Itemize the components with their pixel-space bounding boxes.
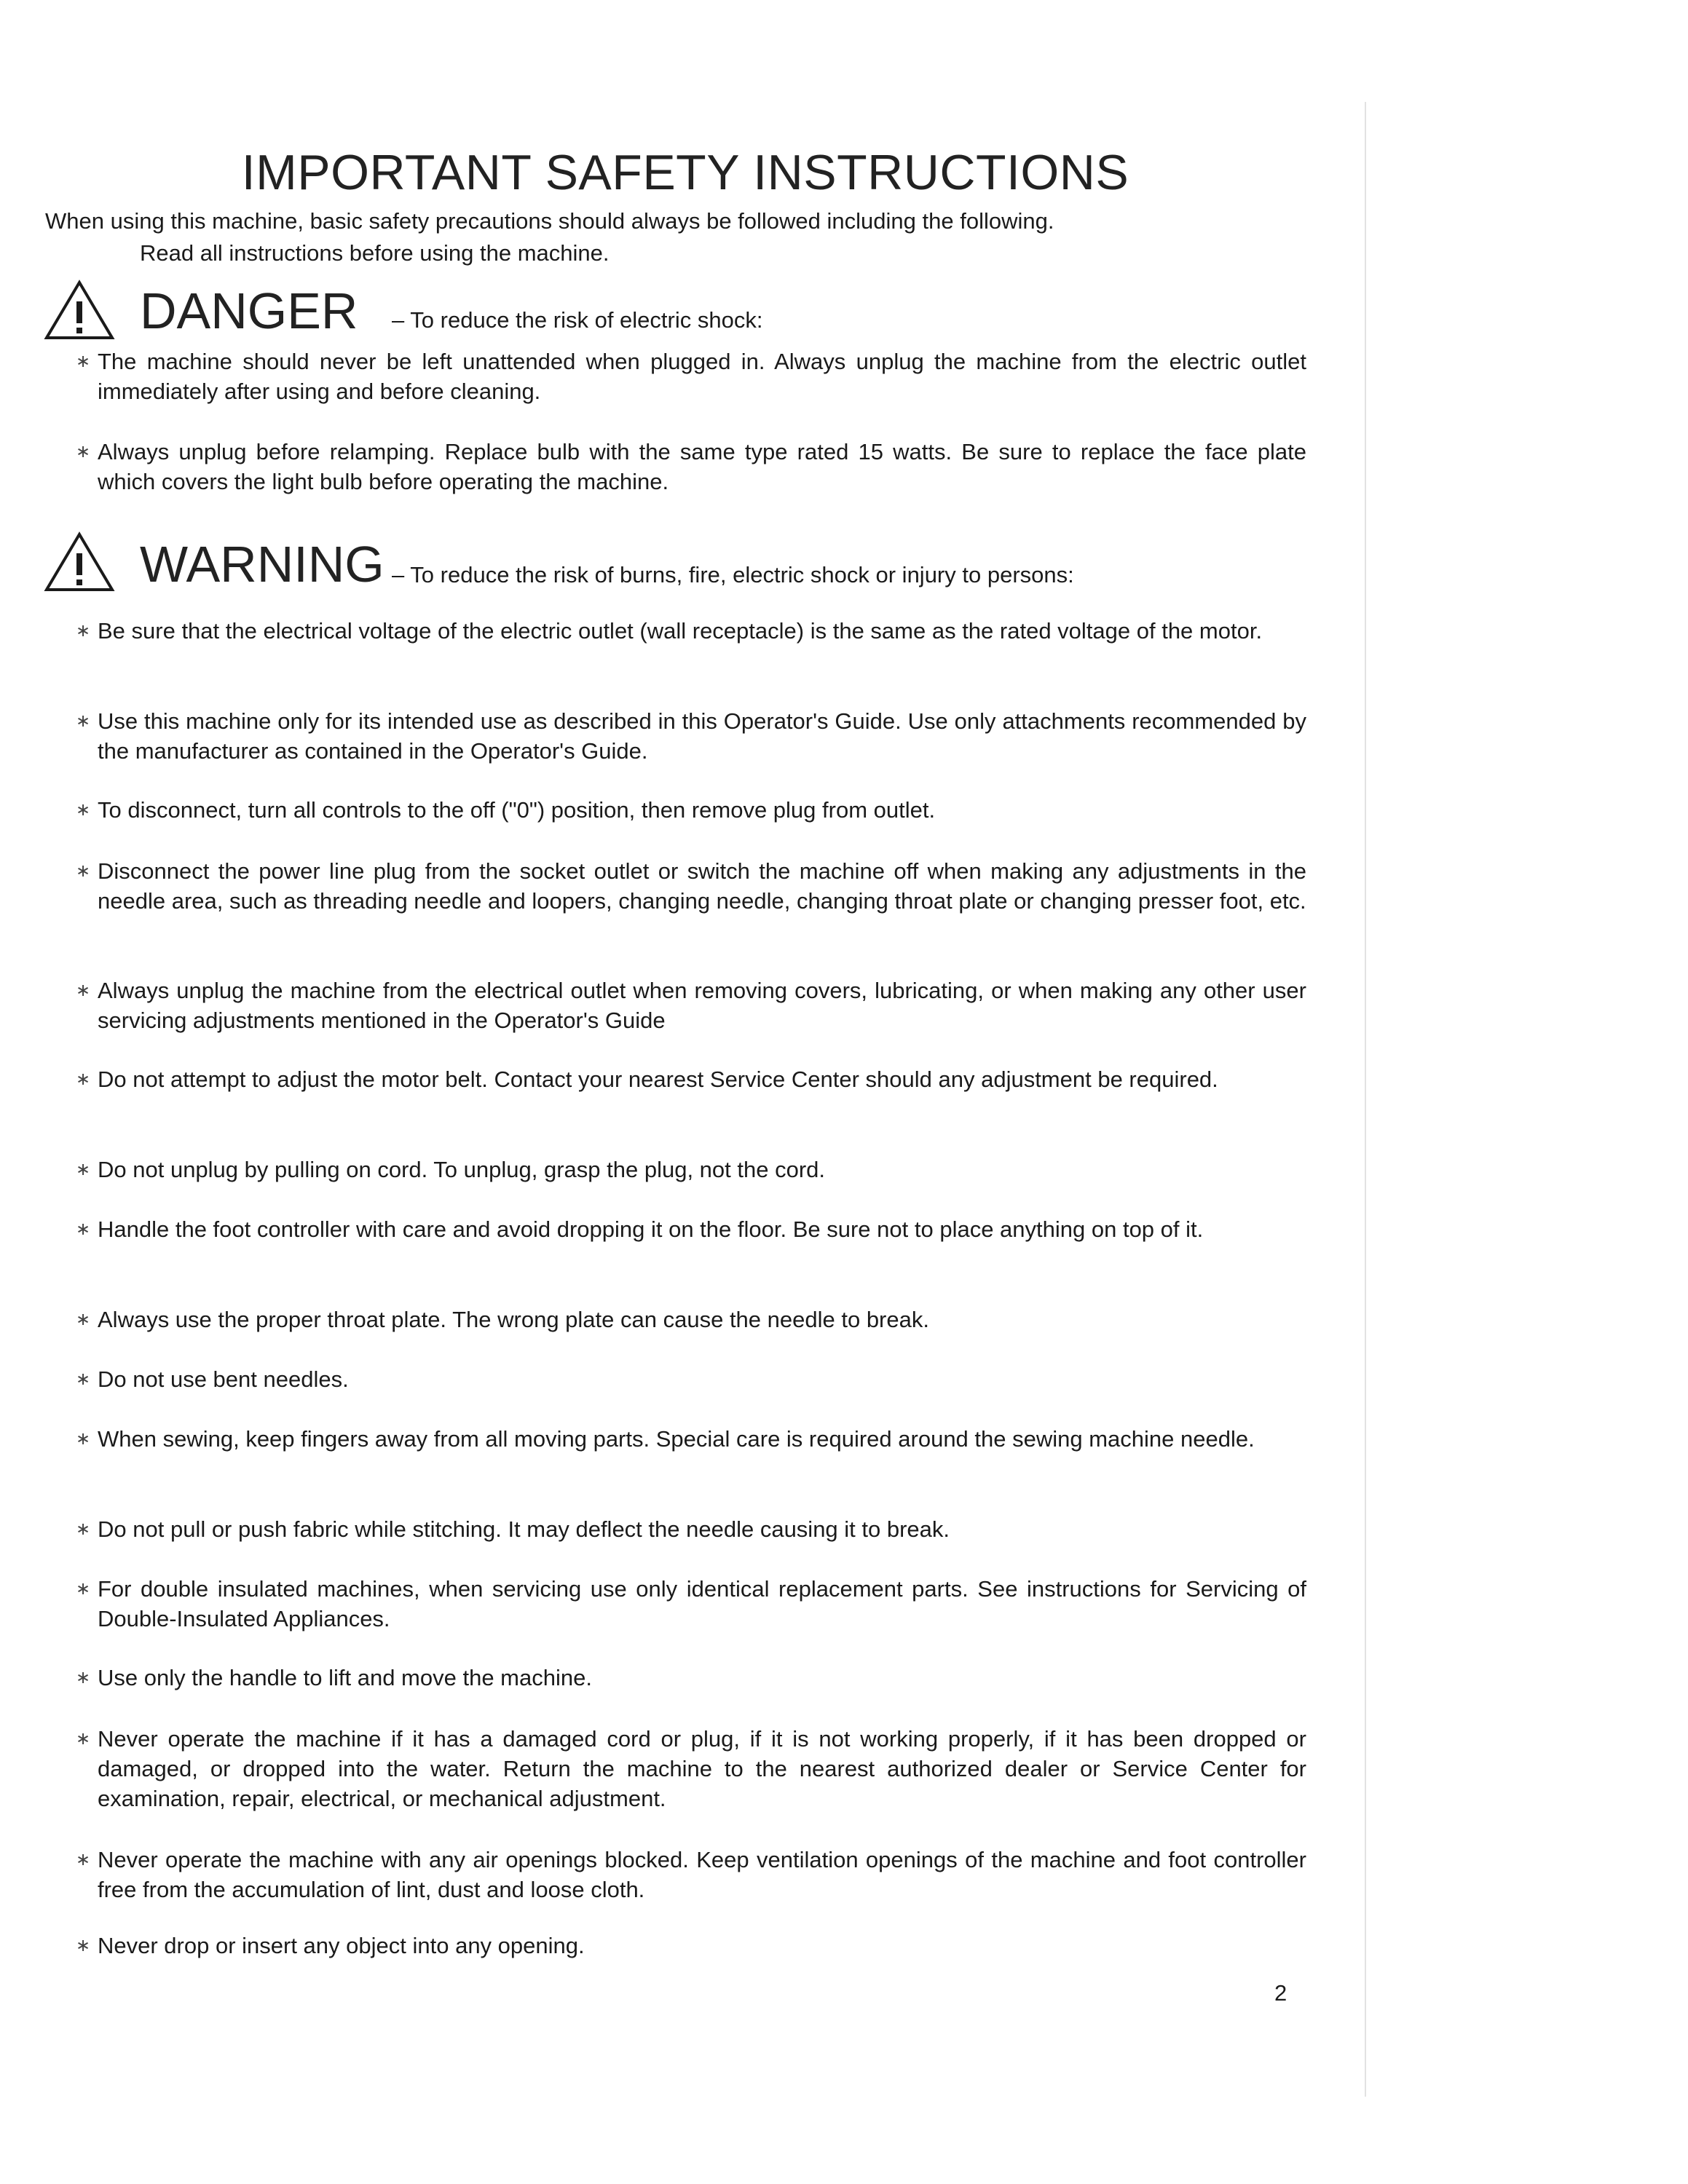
bullet-icon: ∗	[76, 442, 91, 462]
warning-item	[76, 706, 1306, 766]
danger-item	[76, 347, 1306, 406]
item-text: Disconnect the power line plug from the socket outlet or switch the machine off when making any adjustments in the needle area, such as threading needle and loopers, changing needle, changing throat plate or changing presser foot, etc.	[98, 858, 1306, 914]
warning-item	[76, 1155, 1306, 1184]
bullet-icon: ∗	[76, 1219, 91, 1239]
bullet-icon: ∗	[76, 800, 91, 820]
warning-item	[76, 1364, 1306, 1394]
item-text: Do not attempt to adjust the motor belt. Contact your nearest Service Center should any adjustment be required.	[98, 1067, 1218, 1092]
warning-item	[76, 1724, 1306, 1813]
warning-item	[76, 1931, 1306, 1961]
warning-item	[76, 976, 1306, 1035]
warning-item	[76, 1514, 1306, 1544]
bullet-icon: ∗	[76, 1729, 91, 1749]
warning-item	[76, 1424, 1306, 1454]
bullet-icon: ∗	[76, 352, 91, 371]
bullet-icon: ∗	[76, 1069, 91, 1089]
intro-text: When using this machine, basic safety precautions should always be followed including the following.	[45, 208, 1054, 234]
bullet-icon: ∗	[76, 621, 91, 641]
warning-item	[76, 1214, 1306, 1244]
bullet-icon: ∗	[76, 981, 91, 1000]
warning-item	[76, 1064, 1306, 1094]
item-text: Do not use bent needles.	[98, 1366, 349, 1392]
bullet-icon: ∗	[76, 861, 91, 881]
warning-triangle-icon	[44, 531, 115, 593]
item-text: For double insulated machines, when servicing use only identical replacement parts. See instructions for Servicing of Double-Insulated Appliances.	[98, 1576, 1306, 1631]
danger-item	[76, 437, 1306, 496]
item-text: Use only the handle to lift and move the machine.	[98, 1665, 592, 1690]
warning-item	[76, 1305, 1306, 1334]
bullet-icon: ∗	[76, 1668, 91, 1688]
warning-item	[76, 616, 1306, 646]
warning-item	[76, 856, 1306, 916]
item-text: Handle the foot controller with care and avoid dropping it on the floor. Be sure not to place anything on top of it.	[98, 1216, 1204, 1242]
page-number: 2	[1274, 1980, 1287, 2006]
warning-item	[76, 1663, 1306, 1693]
item-text: To disconnect, turn all controls to the off ("0") position, then remove plug from outlet.	[98, 797, 936, 823]
item-text: Do not unplug by pulling on cord. To unplug, grasp the plug, not the cord.	[98, 1157, 826, 1182]
item-text: Always use the proper throat plate. The wrong plate can cause the needle to break.	[98, 1307, 929, 1332]
item-text: Be sure that the electrical voltage of the electric outlet (wall receptacle) is the same as the rated voltage of the motor.	[98, 618, 1263, 644]
intro-text-secondary: Read all instructions before using the machine.	[140, 240, 610, 266]
item-text: Never operate the machine if it has a damaged cord or plug, if it is not working properly, if it has been dropped or damaged, or dropped into the water. Return the machine to the nearest authorized dealer or Service Center for examination, repair, electrical, or mechanical adjustment.	[98, 1726, 1306, 1811]
warning-item	[76, 795, 1306, 825]
bullet-icon: ∗	[76, 711, 91, 731]
warning-triangle-icon	[44, 280, 115, 341]
item-text: Use this machine only for its intended use as described in this Operator's Guide. Use only attachments recommended by the manufacturer as contained in the Operator's Guide.	[98, 708, 1306, 764]
bullet-icon: ∗	[76, 1160, 91, 1179]
item-text: Do not pull or push fabric while stitching. It may deflect the needle causing it to break.	[98, 1516, 950, 1542]
page-title: IMPORTANT SAFETY INSTRUCTIONS	[241, 145, 1129, 200]
bullet-icon: ∗	[76, 1850, 91, 1870]
item-text: Always unplug before relamping. Replace bulb with the same type rated 15 watts. Be sure to replace the face plate which covers the light bulb before operating the machine.	[98, 439, 1306, 494]
item-text: Never operate the machine with any air openings blocked. Keep ventilation openings of the machine and foot controller free from the accumulation of lint, dust and loose cloth.	[98, 1847, 1306, 1902]
bullet-icon: ∗	[76, 1429, 91, 1449]
bullet-icon: ∗	[76, 1579, 91, 1599]
item-text: Never drop or insert any object into any opening.	[98, 1933, 585, 1958]
warning-label: WARNING	[140, 536, 384, 593]
page-edge-rule	[1365, 102, 1366, 2097]
bullet-icon: ∗	[76, 1519, 91, 1539]
danger-subtitle: – To reduce the risk of electric shock:	[392, 307, 763, 333]
warning-item	[76, 1845, 1306, 1904]
bullet-icon: ∗	[76, 1369, 91, 1389]
item-text: Always unplug the machine from the electrical outlet when removing covers, lubricating, or when making any other user servicing adjustments mentioned in the Operator's Guide	[98, 978, 1306, 1033]
warning-item	[76, 1574, 1306, 1634]
danger-label: DANGER	[140, 282, 358, 339]
bullet-icon: ∗	[76, 1310, 91, 1329]
item-text: When sewing, keep fingers away from all moving parts. Special care is required around the sewing machine needle.	[98, 1426, 1255, 1452]
warning-subtitle: – To reduce the risk of burns, fire, electric shock or injury to persons:	[392, 562, 1074, 587]
item-text: The machine should never be left unattended when plugged in. Always unplug the machine from the electric outlet immediately after using and before cleaning.	[98, 349, 1306, 404]
bullet-icon: ∗	[76, 1936, 91, 1955]
